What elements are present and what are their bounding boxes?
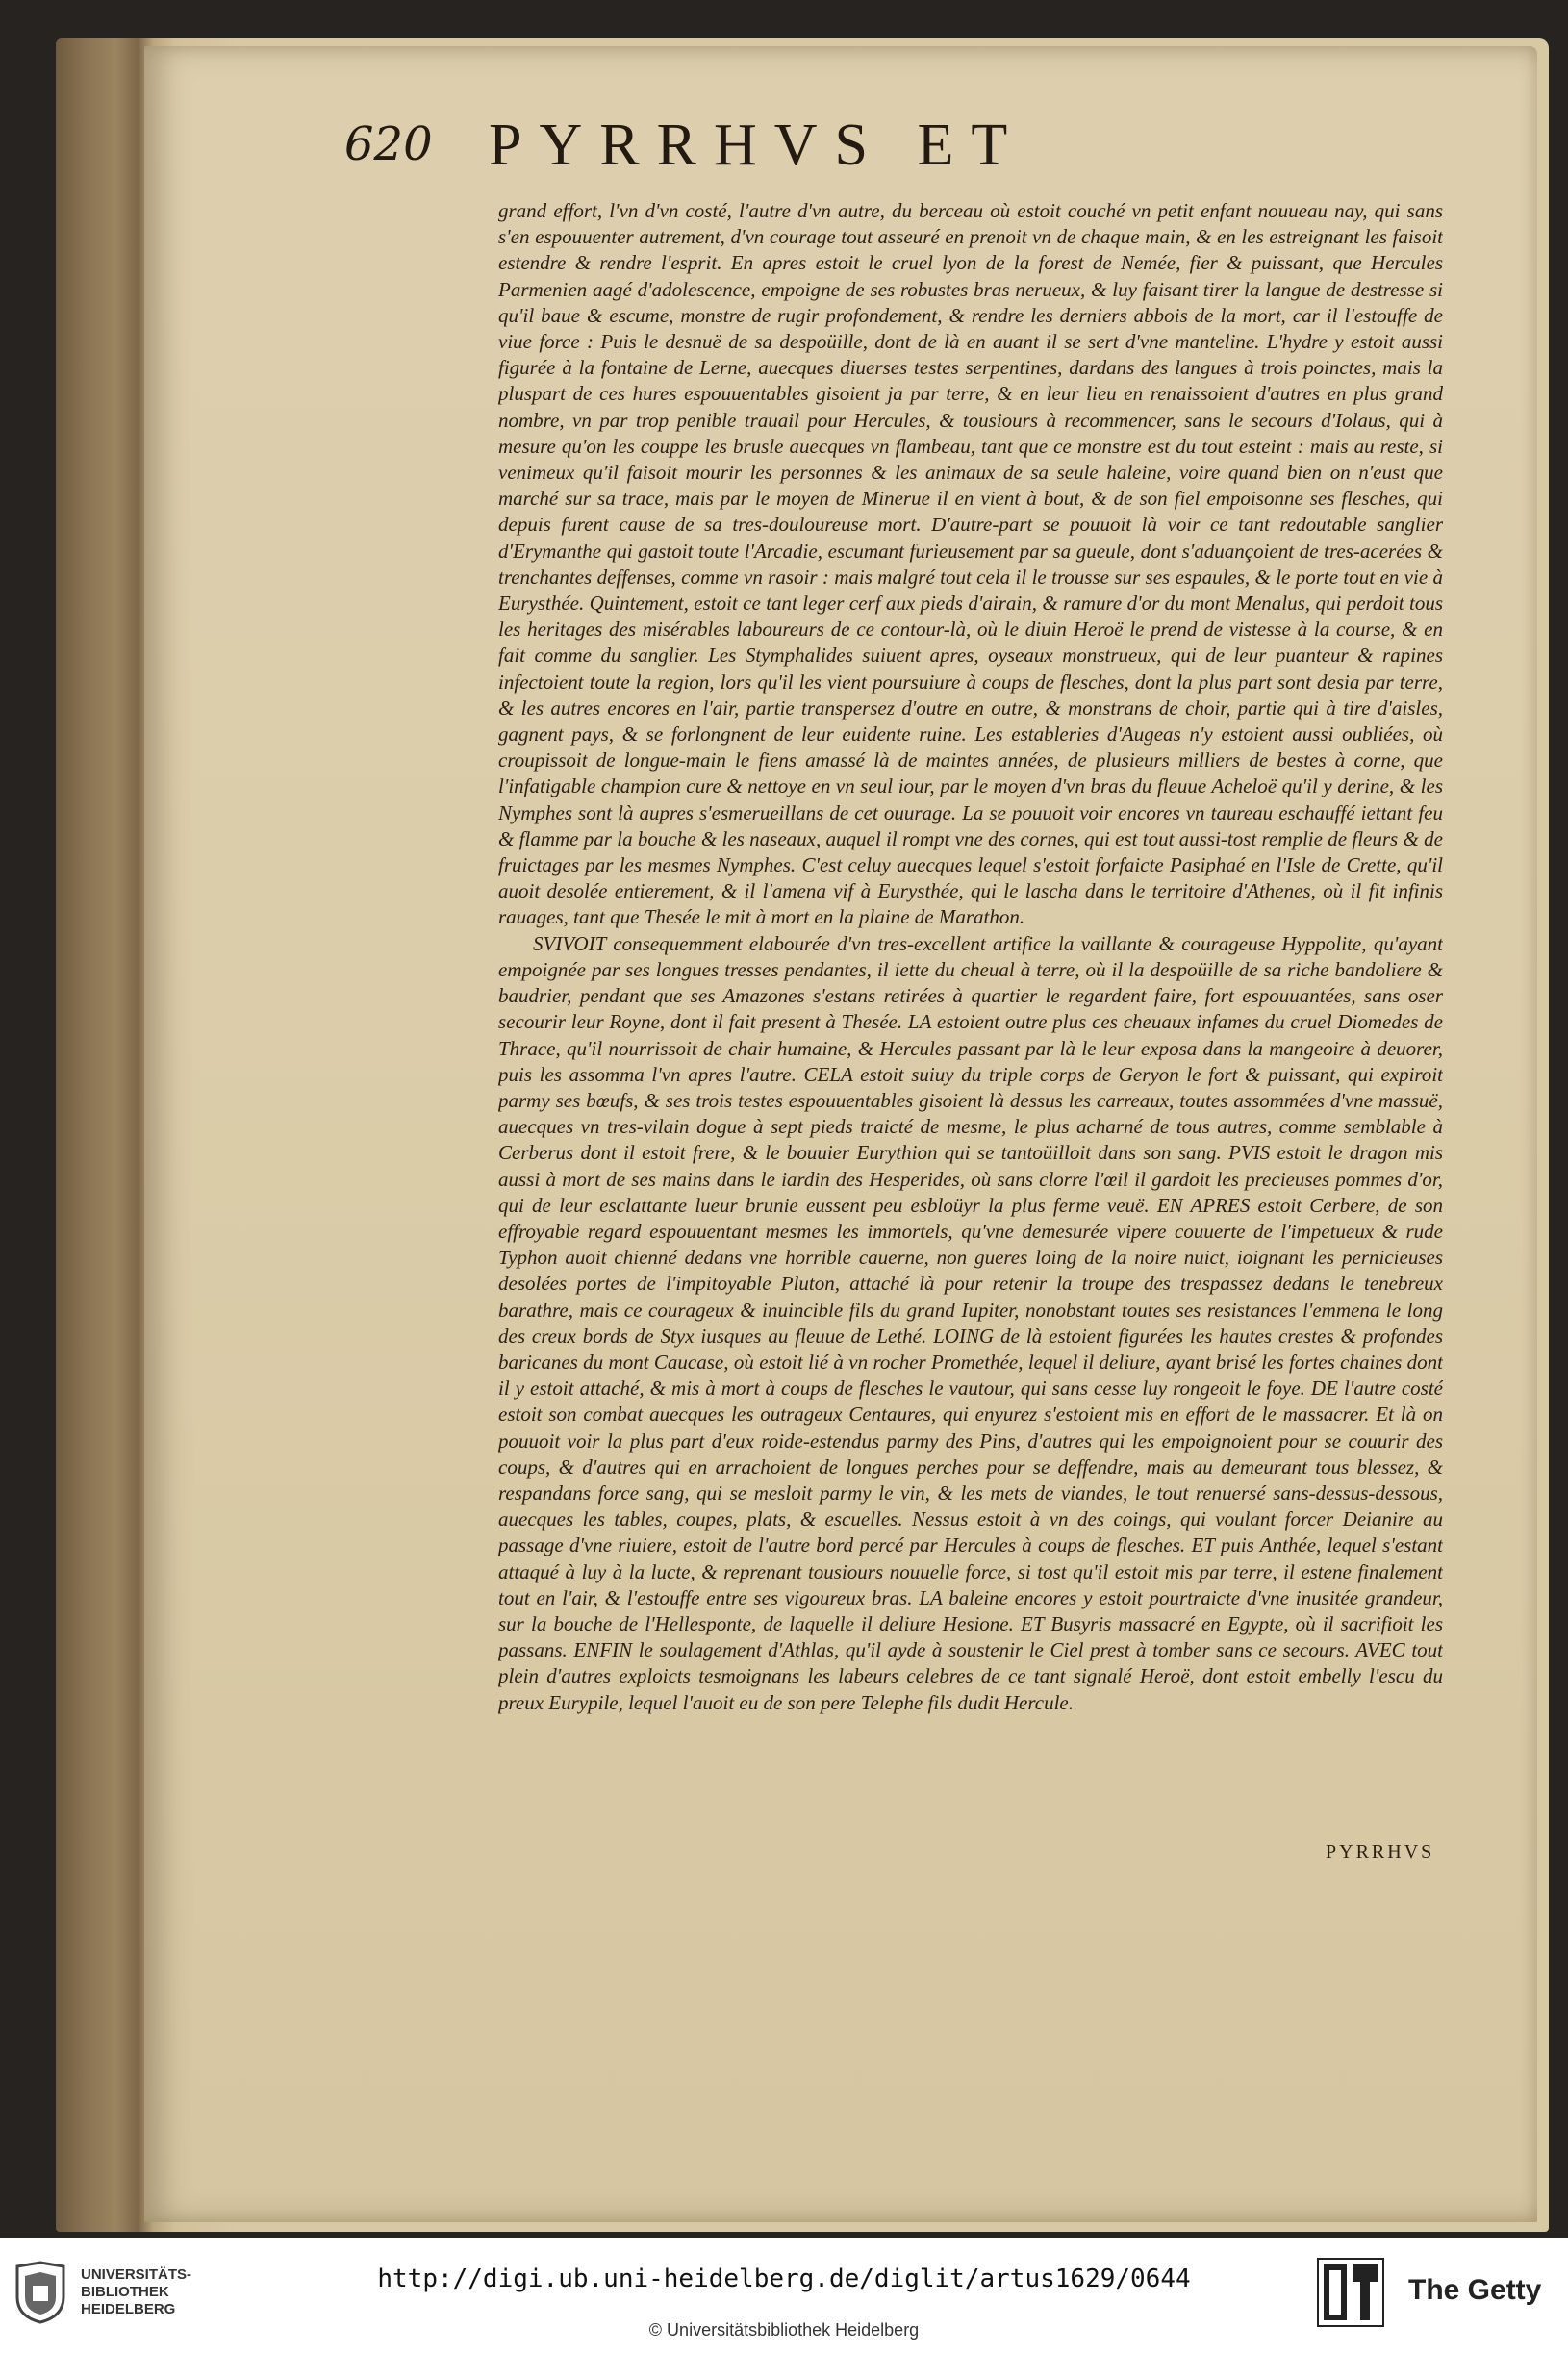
paragraph: grand effort, l'vn d'vn costé, l'autre d'vn autre, du berceau où estoit couché vn petit enfant nouueau nay, qui sans s'en espouuenter autrement, d'vn courage tout asseuré en prenoit vn de chaque main, & en les estreignant les faisoit estendre & rendre l'esprit. En apres estoit le cruel lyon de la forest de Nemée, fier & puissant, que Hercules Parmenien aagé d'adolescence, empoigne de ses robustes bras nerueux, & luy faisant tirer la langue de destresse si qu'il baue & escume, monstre de rugir profondement, & rendre les derniers abbois de la mort, car il l'estouffe de viue force : Puis le desnuë de sa despoüille, dont de là en auant il se sert d'vne manteline. L'hydre y estoit aussi figurée à la fontaine de Lerne, auecques diuerses testes serpentines, dardans des langues à trois poinctes, mais la pluspart de ces hures espouuentables gisoient ja par terre, & en leur lieu en renaissoient d'autres en plus grand nombre, vn par trop penible trauail pour Hercules, & tousiours à recommencer, sans le secours d'Iolaus, qui à mesure qu'on les couppe les brusle auecques vn flambeau, tant que ce monstre est du tout esteint : mais au reste, si venimeux qu'il faisoit mourir les personnes & les animaux de sa seule haleine, voire quand bien on n'eust que marché sur sa trace, mais par le moyen de Minerue il en vient à bout, & de son fiel empoisonne ses flesches, qui depuis furent cause de sa tres-douloureuse mort. D'autre-part se pouuoit là voir ce tant redoutable sanglier d'Erymanthe qui gastoit toute l'Arcadie, escumant furieusement par sa gueule, dont s'aduançoient de tres-acerées & trenchantes deffenses, comme vn rasoir : mais malgré tout cela il le trousse sur ses espaules, & le porte tout en vie à Eurysthée. Quintement, estoit ce tant leger cerf aux pieds d'airain, & ramure d'or du mont Menalus, qui perdoit tous les heritages des misérables laboureurs de ce contour-là, où le diuin Heroë le prend de vistesse à la course, & en fait comme du sanglier. Les Stymphalides suiuent apres, oyseaux monstrueux, qui de leur puanteur & rapines infectoient toute la region, lors qu'il les vient poursuiure à coups de flesches, dont la plus part sont desia par terre, & les autres encores en l'air, partie transpersez d'outre en outre, & monstrans de choir, partie qui à tire d'aisles, gagnent pays, & se forlongnent de leur euidente ruine. Les estableries d'Augeas n'y estoient aussi oubliées, où croupissoit de longue-main le fiens amassé là de maintes années, de plusieurs milliers de bestes à corne, que l'infatigable champion cure & nettoye en vn seul iour, par le moyen d'vn bras du fleuue Acheloë qu'il y derine, & les Nymphes sont là aupres s'esmerueillans de cet ouurage. La se pouuoit voir encores vn taureau eschauffé iettant feu & flamme par la bouche & les naseaux, auquel il rompt vne des cornes, qui est tout aussi-tost remplie de fleurs & de fruictages par les mesmes Nymphes. C'est celuy auecques lequel s'estoit forfaicte Pasiphaé en l'Isle de Crette, qu'il auoit desolée entierement, & il l'amena vif à Eurysthée, qui le lascha dans le territoire d'Athenes, où il fit infinis rauages, tant que Thesée le mit à mort en la plaine de Marathon. xyxy=(498,199,1443,929)
page-url-link[interactable]: http://digi.ub.uni-heidelberg.de/diglit/artus1629/0644 xyxy=(377,2264,1191,2293)
university-name-line: BIBLIOTHEK xyxy=(81,2284,169,2300)
page-header xyxy=(344,112,1268,189)
partner-name: The Getty xyxy=(1408,2274,1542,2306)
university-name-line: UNIVERSITÄTS- xyxy=(81,2266,192,2283)
copyright-notice: © Universitätsbibliothek Heidelberg xyxy=(648,2320,920,2340)
running-title: PYRRHVS ET xyxy=(489,113,1025,178)
viewer-footer xyxy=(0,2238,1568,2353)
university-name-line: HEIDELBERG xyxy=(81,2301,176,2317)
catchword: PYRRHVS xyxy=(1326,1841,1435,1862)
paragraph: SVIVOIT consequemment elabourée d'vn tres-excellent artifice la vaillante & courageuse Hyppolite, qu'ayant empoignée par ses longues tresses pendantes, il iette du cheual à terre, où il la despoüille de sa riche bandoliere & baudrier, pendant que ses Amazones s'estans retirées à quartier le regardent faire, fort espouuantées, sans oser secourir leur Royne, dont il fait present à Thesée. LA estoient outre plus ces cheuaux infames du cruel Diomedes de Thrace, qu'il nourrissoit de chair humaine, & Hercules passant par là le leur exposa dans la mangeoire à deuorer, puis les assomma l'vn apres l'autre. CELA estoit suiuy du triple corps de Geryon le fort & puissant, qui expiroit parmy ses bœufs, & ses trois testes espouuentables gisoient là dessus les carreaux, toutes assommées d'vne massuë, auecques vn tres-vilain dogue à sept pieds traicté de mesme, le plus acharné de tous autres, comme semblable à Cerberus dont il estoit frere, & le bouuier Eurythion qui se tantoüilloit dans son sang. PVIS estoit le dragon mis aussi à mort de ses mains dans le iardin des Hesperides, où sans clorre l'œil il gardoit les precieuses pommes d'or, qui de leur esclattante lueur brunie eussent peu esbloüyr la plus ferme veuë. EN APRES estoit Cerbere, de son effroyable regard espouuentant mesmes les immortels, qu'vne demesurée vipere couuerte de l'impetueux & rude Typhon auoit chienné dedans vne horrible cauerne, non gueres loing de la noire nuict, ioignant les pernicieuses desolées portes de l'impitoyable Pluton, attaché là pour retenir la troupe des trespassez dedans le tenebreux barathre, mais ce courageux & inuincible fils du grand Iupiter, nonobstant toutes ses resistances l'emmena le long des creux bords de Styx iusques au fleuue de Lethé. LOING de là estoient figurées les hautes crestes & profondes baricanes du mont Caucase, où estoit lié à vn rocher Promethée, lequel il deliure, ayant brisé les fortes chaines dont il y estoit attaché, & mis à mort à coups de flesches le vautour, qui sans cesse luy rongeoit le foye. DE l'autre costé estoit son combat auecques les outrageux Centaures, qui enyurez s'estoient mis en effort de le massacrer. Et là on pouuoit voir la plus part d'eux roide-estendus parmy des Pins, d'autres qui les empoignoient pour se couurir des coups, & d'autres qui en arrachoient de longues perches pour se deffendre, mais au demeurant tous blessez, & respandans force sang, qui se mesloit parmy le vin, & les mets de viandes, le tout renuersé sans-dessus-dessous, auecques les tables, coupes, plats, & escuelles. Nessus estoit à vn des coings, qui voulant forcer Deianire au passage d'vne riuiere, estoit de l'autre bord percé par Hercules à coups de flesches. ET puis Anthée, lequel s'estant attaqué à luy à la lucte, & reprenant tousiours nouuelle force, si tost qu'il estoit mis par terre, il estene finalement tout en l'air, & l'estouffe entre ses vigoureux bras. LA baleine encores y estoit pourtraicte d'vne inusitée grandeur, sur la bouche de l'Hellesponte, de laquelle il deliure Hesione. ET Busyris massacré en Egypte, où il sacrifioit les passans. ENFIN le soulagement d'Athlas, qu'il ayde à soustenir le Ciel prest à tomber sans ce secours. AVEC tout plein d'autres exploicts tesmoignans les labeurs celebres de ce tant signalé Heroë, dont estoit embelly l'escu du preux Eurypile, lequel l'auoit eu de son pere Telephe fils dudit Hercule. xyxy=(498,931,1443,1714)
body-text xyxy=(498,198,1443,1893)
getty-logo-icon xyxy=(1316,2257,1385,2328)
page-number: 620 xyxy=(344,117,433,171)
